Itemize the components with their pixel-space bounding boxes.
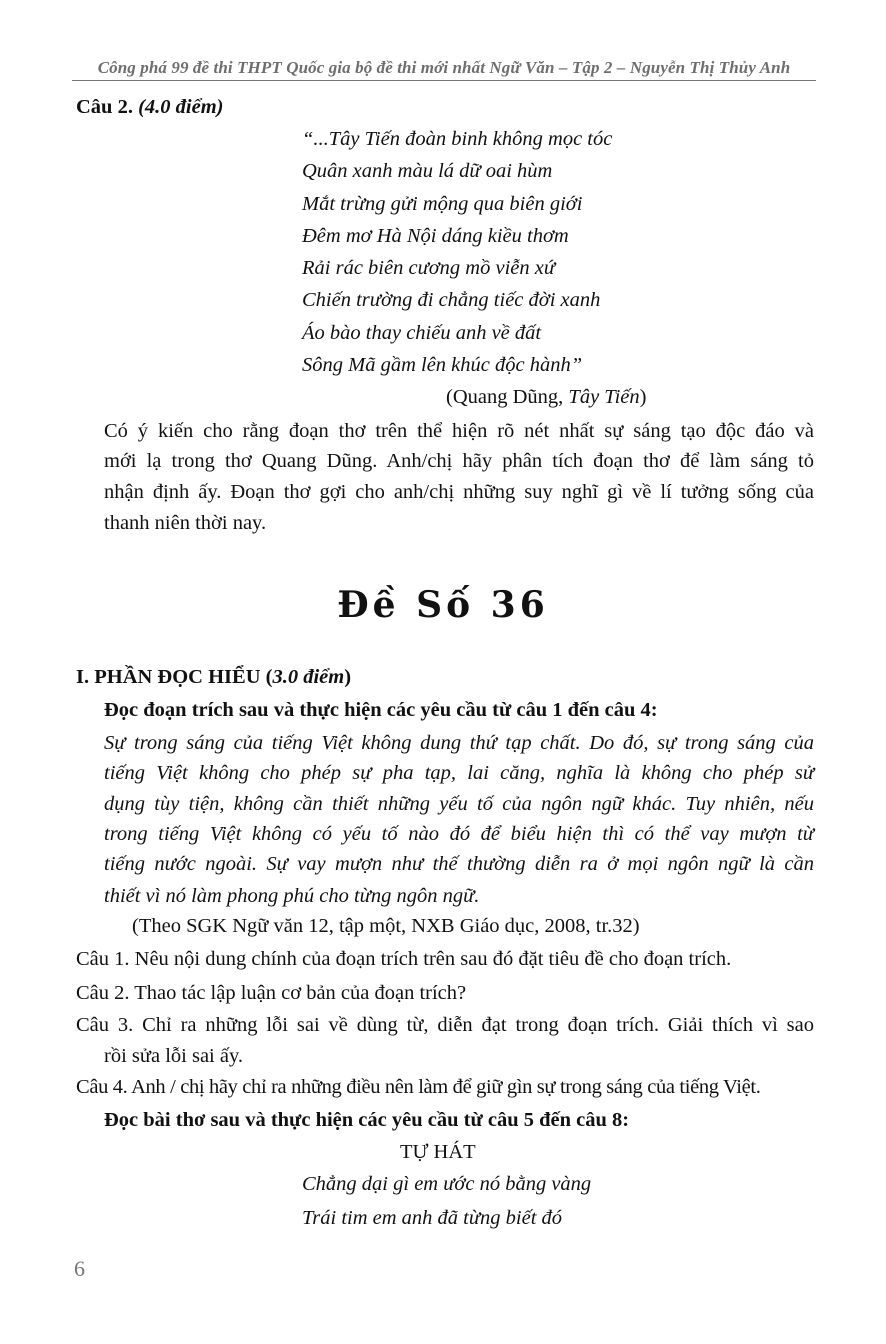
prompt-line: thanh niên thời nay. bbox=[104, 512, 267, 534]
poem-line: Đêm mơ Hà Nội dáng kiều thơm bbox=[302, 225, 569, 247]
poem-line: Mắt trừng gửi mộng qua biên giới bbox=[302, 193, 583, 215]
question-2: Câu 2. Thao tác lập luận cơ bản của đoạn trích? bbox=[76, 982, 467, 1004]
question-1: Câu 1. Nêu nội dung chính của đoạn trích trên sau đó đặt tiêu đề cho đoạn trích. bbox=[76, 948, 732, 970]
poem-title: TỰ HÁT bbox=[400, 1141, 476, 1163]
header-divider bbox=[72, 80, 816, 81]
poem-source bbox=[446, 384, 646, 410]
poem-line: Chiến trường đi chẳng tiếc đời xanh bbox=[302, 289, 601, 311]
question-2-label: Câu 2. bbox=[76, 96, 139, 118]
poem-line: Quân xanh màu lá dữ oai hùm bbox=[302, 160, 553, 182]
part-1-heading-text: I. PHẦN ĐỌC HIỂU ( bbox=[76, 666, 273, 688]
prompt-line: Có ý kiến cho rằng đoạn thơ trên thể hiện rõ nét nhất sự sáng tạo độc đáo và bbox=[104, 420, 814, 442]
passage-line: tiếng nước ngoài. Sự vay mượn như thế thường diễn ra ở mọi ngôn ngữ là cần bbox=[104, 853, 814, 875]
question-2-points: (4.0 điểm) bbox=[138, 96, 224, 118]
page-number: 6 bbox=[74, 1256, 85, 1281]
poem-line: Rải rác biên cương mồ viễn xứ bbox=[302, 257, 556, 279]
running-header: Công phá 99 đề thi THPT Quốc gia bộ đề thi mới nhất Ngữ Văn – Tập 2 – Nguyễn Thị Thủy Anh bbox=[97, 58, 791, 77]
part-1-heading-close: ) bbox=[344, 666, 352, 688]
poem-line: “...Tây Tiến đoàn binh không mọc tóc bbox=[302, 128, 613, 150]
poem-line: Sông Mã gầm lên khúc độc hành” bbox=[302, 354, 583, 376]
poem-line: Áo bào thay chiếu anh về đất bbox=[302, 322, 542, 344]
poem-source-close: ) bbox=[639, 386, 647, 408]
passage-line: tiếng Việt không cho phép sự pha tạp, lai căng, nghĩa là không cho phép sử bbox=[104, 762, 814, 784]
poem-source-author: (Quang Dũng, bbox=[446, 386, 569, 408]
reading-instruction-1: Đọc đoạn trích sau và thực hiện các yêu cầu từ câu 1 đến câu 4: bbox=[104, 699, 658, 721]
part-1-heading bbox=[76, 664, 351, 690]
passage-line: trong tiếng Việt không có yếu tố nào đó để biểu hiện thì có thể vay mượn từ bbox=[104, 823, 814, 845]
poem-line: Chẳng dại gì em ước nó bằng vàng bbox=[302, 1173, 592, 1195]
question-3: Câu 3. Chỉ ra những lỗi sai về dùng từ, diễn đạt trong đoạn trích. Giải thích vì sao bbox=[76, 1014, 814, 1036]
part-1-points: 3.0 điểm bbox=[272, 666, 345, 688]
exam-title: Đề Số 36 bbox=[337, 584, 549, 626]
poem-source-title: Tây Tiến bbox=[568, 386, 640, 408]
question-3-continued: rồi sửa lỗi sai ấy. bbox=[104, 1045, 244, 1067]
prompt-line: nhận định ấy. Đoạn thơ gợi cho anh/chị những suy nghĩ gì về lí tưởng sống của bbox=[104, 481, 814, 503]
passage-source: (Theo SGK Ngữ văn 12, tập một, NXB Giáo dục, 2008, tr.32) bbox=[132, 915, 640, 937]
passage-line: thiết vì nó làm phong phú cho từng ngôn ngữ. bbox=[104, 885, 480, 907]
question-4: Câu 4. Anh / chị hãy chỉ ra những điều nên làm để giữ gìn sự trong sáng của tiếng Việt. bbox=[76, 1076, 761, 1098]
poem-line: Trái tim em anh đã từng biết đó bbox=[302, 1207, 563, 1229]
passage-line: Sự trong sáng của tiếng Việt không dung thứ tạp chất. Do đó, sự trong sáng của bbox=[104, 732, 814, 754]
passage-line: dụng tùy tiện, không cần thiết những yếu tố của ngôn ngữ khác. Tuy nhiên, nếu bbox=[104, 793, 814, 815]
prompt-line: mới lạ trong thơ Quang Dũng. Anh/chị hãy phân tích đoạn thơ để làm sáng tỏ bbox=[104, 450, 814, 472]
reading-instruction-2: Đọc bài thơ sau và thực hiện các yêu cầu từ câu 5 đến câu 8: bbox=[104, 1109, 630, 1131]
question-2-heading bbox=[76, 94, 224, 120]
